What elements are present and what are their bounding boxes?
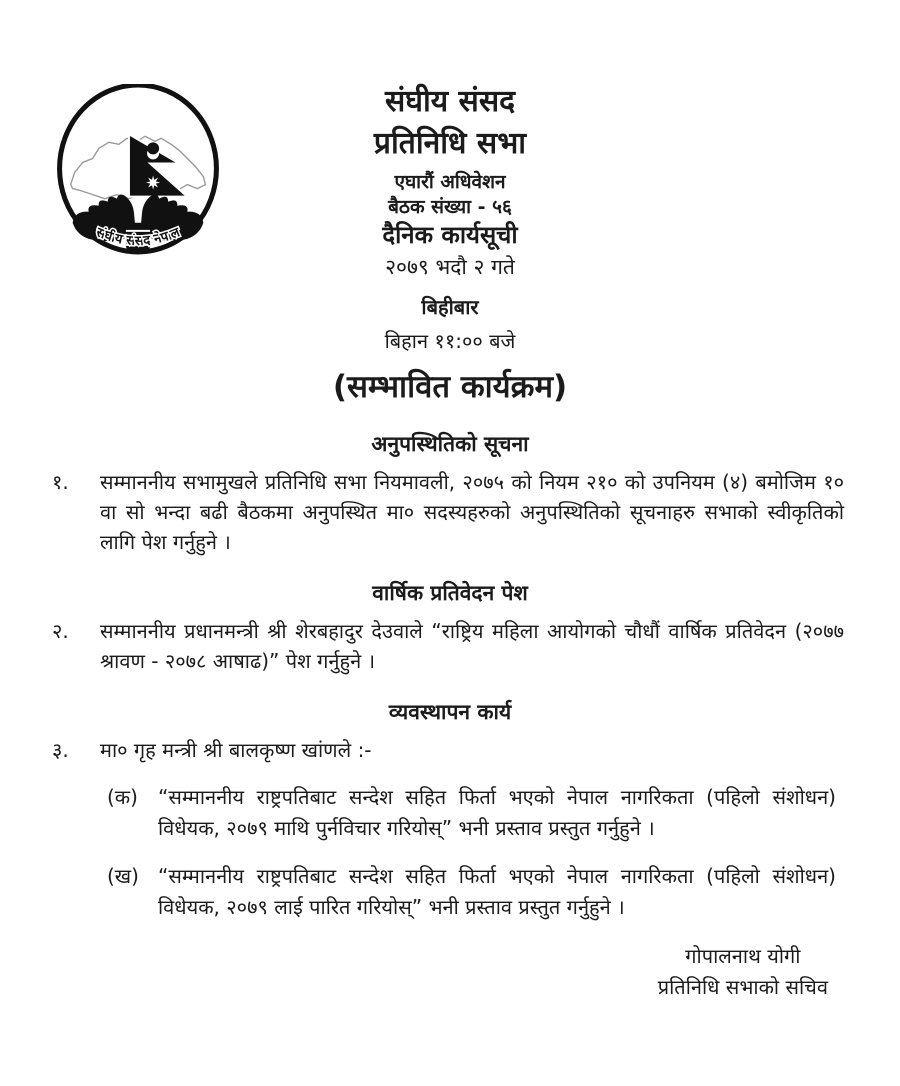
session-label: एघारौं अधिवेशन — [394, 171, 506, 193]
section-heading-legislative-business: व्यवस्थापन कार्य — [388, 700, 512, 724]
item-number: २. — [52, 619, 69, 643]
subitem-label: (ख) — [107, 864, 139, 888]
item-text: सम्माननीय प्रधानमन्त्री श्री शेरबहादुर देउवाले “राष्ट्रिय महिला आयोगको चौधौं वार्षिक प्रतिवेदन (२०७७ श्रावण - २०७८ आषाढ)” पेश गर्नुहुने । — [100, 619, 844, 673]
meeting-number: बैठक संख्या - ५६ — [388, 196, 512, 218]
nepal-flag-icon — [129, 134, 187, 196]
emblem-caption: संघीय संसद नेपाल — [93, 225, 183, 249]
agenda-item-2 — [0, 616, 900, 676]
emblem-graphic — [52, 84, 224, 260]
subitem-text: “सम्माननीय राष्ट्रपतिबाट सन्देश सहित फिर्ता भएको नेपाल नागरिकता (पहिलो संशोधन) विधेयक, २०७९ माथि पुर्नविचार गरियोस्” भनी प्रस्ताव प्रस्तुत गर्नुहुने । — [158, 785, 836, 840]
program-title: (सम्भावित कार्यक्रम) — [332, 369, 568, 405]
agenda-subitem-ka — [0, 782, 900, 844]
subitem-label: (क) — [107, 785, 138, 809]
agenda-item-3 — [0, 735, 900, 765]
item-text: सम्माननीय सभामुखले प्रतिनिधि सभा नियमावली, २०७५ को नियम २१० को उपनियम (४) बमोजिम १० वा सो भन्दा बढी बैठकमा अनुपस्थित मा० सदस्यहरुको अनुपस्थितिको सूचनाहरु सभाको स्वीकृतिको लागि पेश गर्नुहुने । — [100, 470, 844, 554]
document-type: दैनिक कार्यसूची — [382, 221, 518, 249]
item-number: १. — [52, 470, 69, 494]
agenda-subitem-kha — [0, 861, 900, 923]
signatory-name: गोपालनाथ योगी — [685, 944, 801, 968]
parliament-emblem — [52, 84, 224, 260]
assembly-title: प्रतिनिधि सभा — [373, 126, 527, 161]
signatory-title: प्रतिनिधि सभाको सचिव — [657, 975, 828, 999]
section-heading-annual-report: वार्षिक प्रतिवेदन पेश — [372, 581, 528, 605]
weekday-line: बिहीबार — [421, 295, 479, 319]
signature-block — [658, 941, 828, 1003]
time-line: बिहान ११:०० बजे — [384, 329, 516, 353]
subitem-text: “सम्माननीय राष्ट्रपतिबाट सन्देश सहित फिर्ता भएको नेपाल नागरिकता (पहिलो संशोधन) विधेयक, २०७९ लाई पारित गरियोस्” भनी प्रस्ताव प्रस्तुत गर्नुहुने । — [158, 864, 836, 919]
item-text: मा० गृह मन्त्री श्री बालकृष्ण खांणले :- — [100, 738, 372, 762]
item-number: ३. — [52, 738, 69, 762]
date-line: २०७९ भदौ २ गते — [385, 255, 515, 279]
agenda-item-1 — [0, 467, 900, 557]
section-heading-absence-notice: अनुपस्थितिको सूचना — [371, 432, 529, 456]
org-title: संघीय संसद — [384, 84, 516, 119]
